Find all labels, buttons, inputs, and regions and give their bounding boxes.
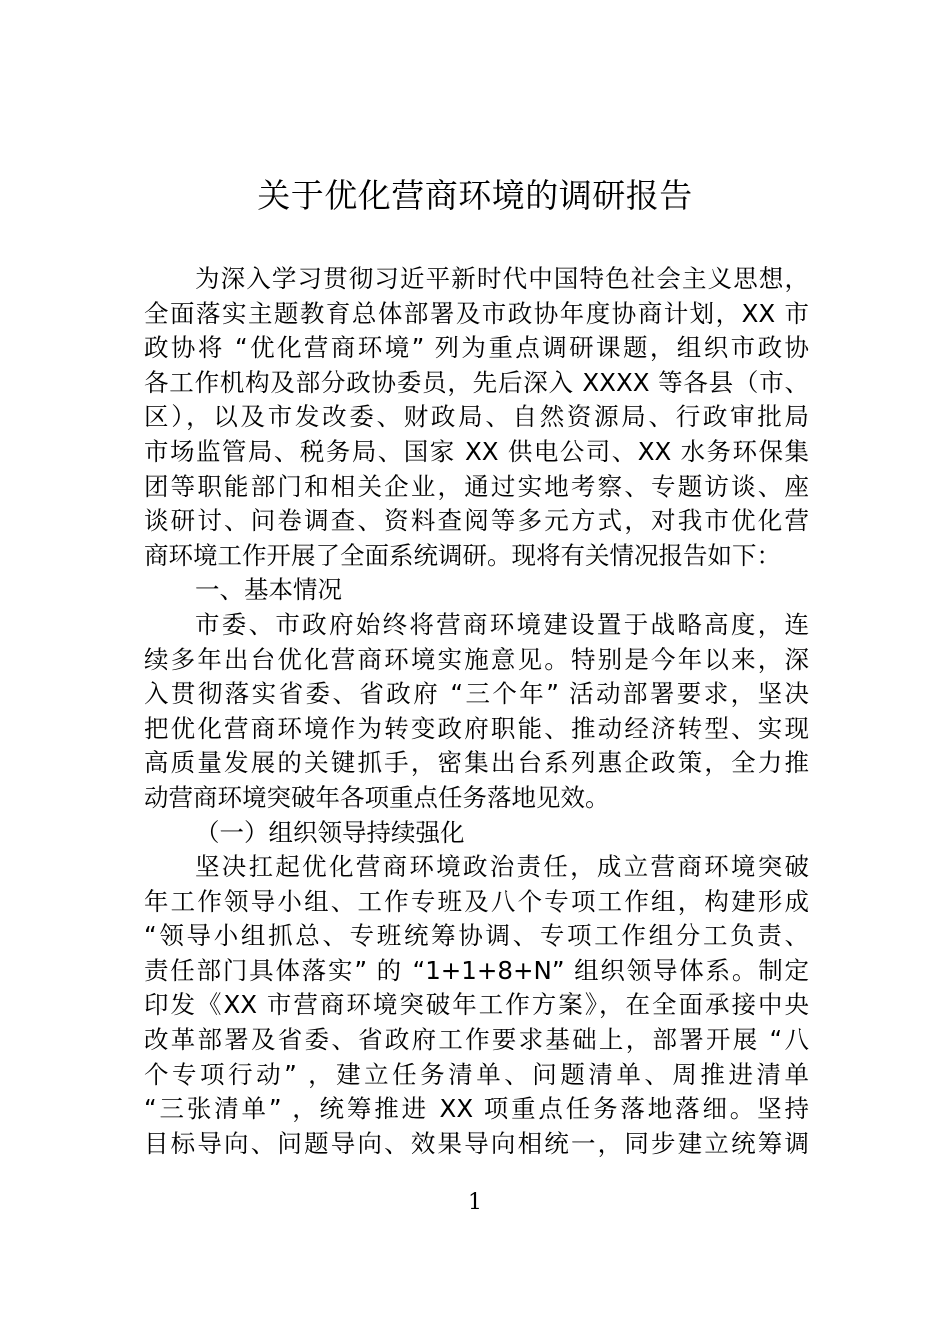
paragraph-3-line-1: 坚决扛起优化营商环境政治责任，成立营商环境突破 (195, 852, 809, 882)
paragraph-2-line-4: 把优化营商环境作为转变政府职能、推动经济转型、实现 (144, 713, 809, 743)
paragraph-1-line-3: 政协将 “优化营商环境” 列为重点调研课题，组织市政协 (144, 333, 809, 363)
paragraph-2-line-2: 续多年出台优化营商环境实施意见。特别是今年以来，深 (144, 644, 809, 674)
paragraph-3-line-9: 目标导向、问题导向、效果导向相统一，同步建立统筹调 (144, 1128, 809, 1158)
paragraph-3-line-7: 个专项行动” ，建立任务清单、问题清单、周推进清单 (144, 1059, 809, 1089)
paragraph-2-line-1: 市委、市政府始终将营商环境建设置于战略高度，连 (195, 609, 809, 639)
paragraph-1-line-5: 区），以及市发改委、财政局、自然资源局、行政审批局 (144, 402, 809, 432)
paragraph-3-line-4: 责任部门具体落实” 的 “1+1+8+N” 组织领导体系。制定 (144, 955, 809, 985)
paragraph-3-line-3: “领导小组抓总、专班统筹协调、专项工作组分工负责、 (144, 921, 809, 951)
paragraph-1-line-4: 各工作机构及部分政协委员，先后深入 XXXX 等各县（市、 (144, 367, 809, 397)
paragraph-3-line-8: “三张清单” ，统筹推进 XX 项重点任务落地落细。坚持 (144, 1094, 809, 1124)
paragraph-1-line-2: 全面落实主题教育总体部署及市政协年度协商计划，XX 市 (144, 298, 809, 328)
paragraph-3-line-2: 年工作领导小组、工作专班及八个专项工作组，构建形成 (144, 886, 809, 916)
paragraph-1-line-9: 商环境工作开展了全面系统调研。现将有关情况报告如下： (144, 540, 781, 570)
paragraph-1-line-7: 团等职能部门和相关企业，通过实地考察、专题访谈、座 (144, 471, 809, 501)
paragraph-3-line-5: 印发《XX 市营商环境突破年工作方案》，在全面承接中央 (144, 990, 809, 1020)
paragraph-1-line-8: 谈研讨、问卷调查、资料查阅等多元方式，对我市优化营 (144, 506, 809, 536)
paragraph-2-line-3: 入贯彻落实省委、省政府 “三个年” 活动部署要求，坚决 (144, 679, 809, 709)
paragraph-3-line-6: 改革部署及省委、省政府工作要求基础上，部署开展 “八 (144, 1025, 809, 1055)
paragraph-2-line-5: 高质量发展的关键抓手，密集出台系列惠企政策，全力推 (144, 748, 809, 778)
subsection-heading-organization: （一）组织领导持续强化 (195, 817, 465, 847)
paragraph-2-line-6: 动营商环境突破年各项重点任务落地见效。 (144, 782, 610, 812)
page-number: 1 (468, 1190, 482, 1215)
paragraph-1-line-6: 市场监管局、税务局、国家 XX 供电公司、XX 水务环保集 (144, 436, 809, 466)
document-body (144, 262, 809, 1161)
document-title: 关于优化营商环境的调研报告 (257, 176, 693, 215)
paragraph-1-line-1: 为深入学习贯彻习近平新时代中国特色社会主义思想， (195, 264, 809, 293)
section-heading-basic-situation: 一、基本情况 (195, 575, 342, 605)
